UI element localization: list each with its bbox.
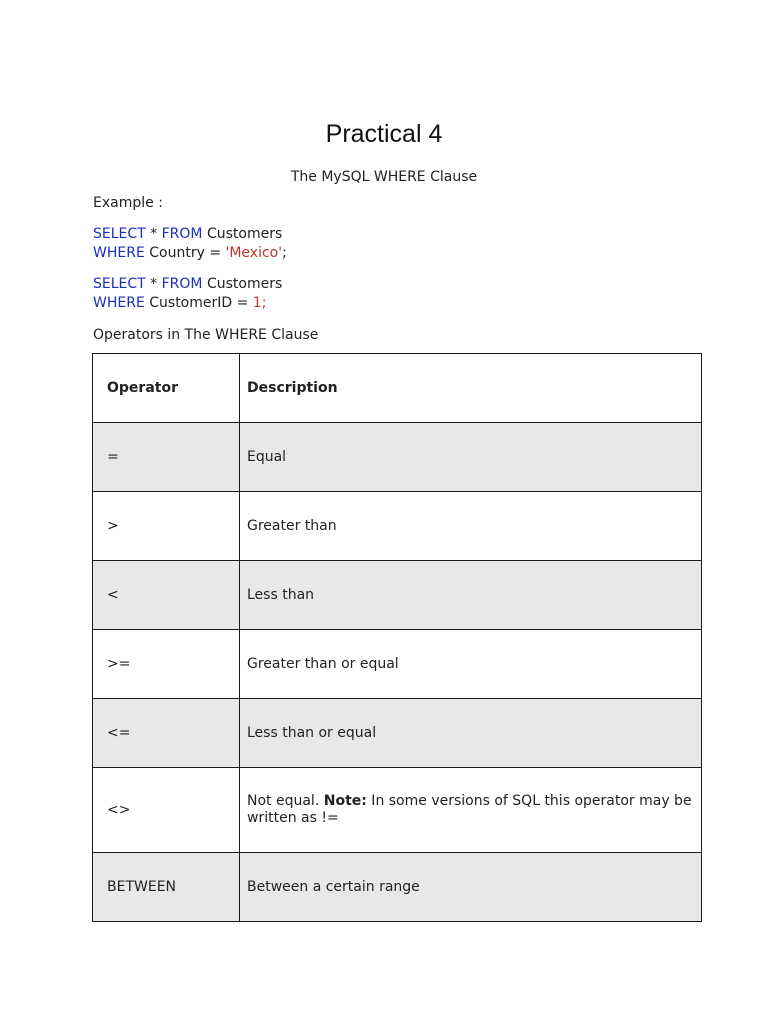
sql-text: Country =: [144, 245, 226, 261]
sql-text: *: [145, 276, 162, 292]
sql-keyword: SELECT: [93, 276, 146, 292]
header-operator: Operator: [93, 354, 240, 423]
operator-cell: >: [93, 492, 240, 561]
code-line: [93, 294, 282, 313]
table-row: [93, 699, 702, 768]
table-header-row: [93, 354, 702, 423]
sql-keyword: FROM: [161, 226, 203, 242]
code-line: [93, 225, 287, 244]
page-subtitle: The MySQL WHERE Clause: [290, 169, 478, 185]
description-cell: Greater than: [240, 492, 702, 561]
sql-text: CustomerID =: [144, 295, 253, 311]
description-cell: [240, 768, 702, 853]
operators-heading: Operators in The WHERE Clause: [93, 327, 319, 343]
sql-text: *: [145, 226, 162, 242]
sql-text: Customers: [202, 226, 283, 242]
page-title: Practical 4: [325, 120, 443, 148]
table-row: [93, 423, 702, 492]
sql-string-value: 'Mexico': [225, 245, 283, 261]
code-line: [93, 244, 287, 263]
table-row: [93, 492, 702, 561]
code-example-2: [93, 275, 282, 313]
sql-text: ;: [282, 245, 287, 261]
operator-cell: >=: [93, 630, 240, 699]
operator-cell: <>: [93, 768, 240, 853]
table-row: [93, 561, 702, 630]
operators-table: [92, 353, 702, 922]
note-label: Note:: [323, 793, 367, 809]
sql-text: Customers: [202, 276, 283, 292]
sql-text: ;: [261, 295, 267, 311]
operator-cell: =: [93, 423, 240, 492]
table-row: [93, 853, 702, 922]
operator-cell: <=: [93, 699, 240, 768]
example-label: Example :: [93, 195, 163, 211]
table-row: [93, 630, 702, 699]
code-example-1: [93, 225, 287, 263]
header-description: Description: [240, 354, 702, 423]
operator-cell: BETWEEN: [93, 853, 240, 922]
sql-number-value: 1: [252, 295, 262, 311]
description-cell: Equal: [240, 423, 702, 492]
sql-keyword: WHERE: [93, 295, 145, 311]
description-cell: Greater than or equal: [240, 630, 702, 699]
code-line: [93, 275, 282, 294]
note-text: In some versions of SQL this operator may be written as !=: [247, 793, 697, 826]
table-row: [93, 768, 702, 853]
sql-keyword: SELECT: [93, 226, 146, 242]
description-cell: Between a certain range: [240, 853, 702, 922]
description-cell: Less than: [240, 561, 702, 630]
description-text: Not equal.: [247, 793, 324, 809]
sql-keyword: FROM: [161, 276, 203, 292]
operator-cell: <: [93, 561, 240, 630]
description-cell: Less than or equal: [240, 699, 702, 768]
sql-keyword: WHERE: [93, 245, 145, 261]
